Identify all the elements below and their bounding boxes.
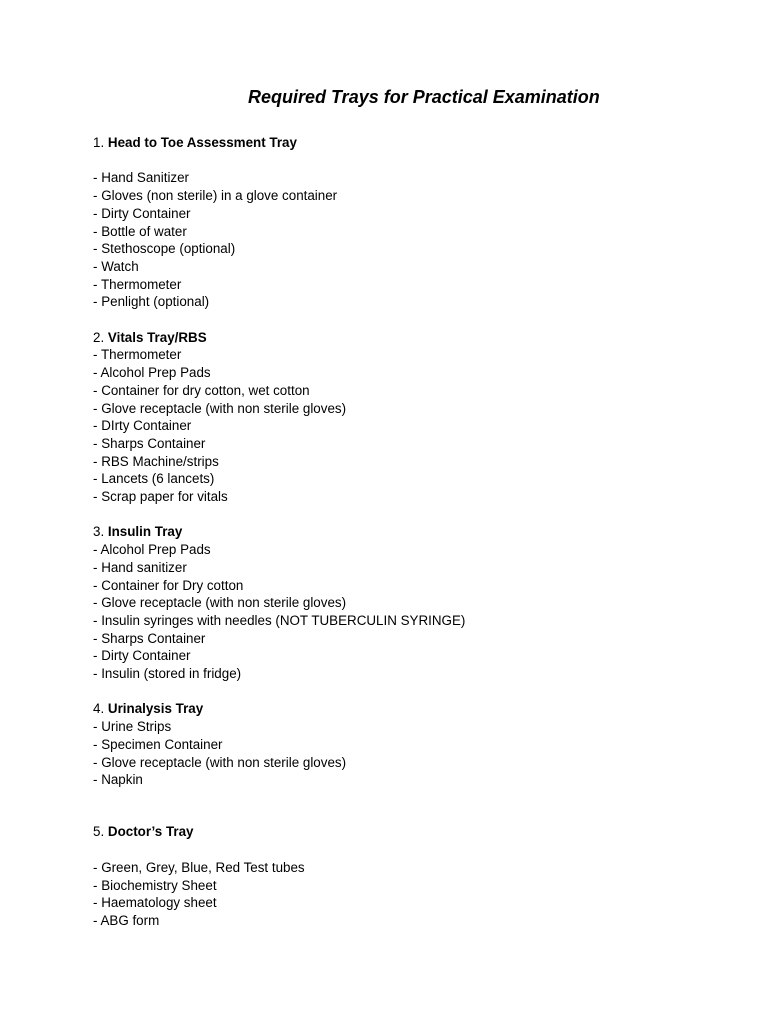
list-item: - Thermometer (93, 276, 465, 294)
list-item: - Hand Sanitizer (93, 169, 465, 187)
section-heading (93, 329, 465, 347)
section-number: 5. (93, 824, 105, 840)
list-item: - Glove receptacle (with non sterile gloves) (93, 400, 465, 418)
section-number: 4. (93, 701, 105, 717)
section-name: Insulin Tray (107, 524, 183, 540)
list-item: - Watch (93, 258, 465, 276)
list-item: - Scrap paper for vitals (93, 488, 465, 506)
item-list (93, 859, 465, 930)
item-list (93, 169, 465, 311)
list-item: - Container for Dry cotton (93, 577, 465, 595)
section-doctors-tray (93, 823, 465, 929)
list-item: - Alcohol Prep Pads (93, 541, 465, 559)
list-item: - Lancets (6 lancets) (93, 470, 465, 488)
section-heading (93, 134, 465, 152)
item-list (93, 718, 465, 789)
list-item: - Glove receptacle (with non sterile gloves) (93, 594, 465, 612)
section-heading (93, 823, 465, 841)
section-name: Head to Toe Assessment Tray (107, 135, 297, 150)
list-item: - ABG form (93, 912, 465, 930)
list-item: - DIrty Container (93, 417, 465, 435)
section-number: 1. (93, 135, 105, 150)
list-item: - Gloves (non sterile) in a glove container (93, 187, 465, 205)
section-name: Urinalysis Tray (107, 701, 204, 717)
section-vitals-tray (93, 329, 465, 506)
list-item: - Alcohol Prep Pads (93, 364, 465, 382)
document-title: Required Trays for Practical Examination (248, 87, 600, 107)
list-item: - Insulin (stored in fridge) (93, 665, 465, 683)
list-item: - Urine Strips (93, 718, 465, 736)
list-item: - Insulin syringes with needles (NOT TUBERCULIN SYRINGE) (93, 612, 465, 630)
list-item: - Haematology sheet (93, 894, 465, 912)
item-list (93, 541, 465, 683)
list-item: - Bottle of water (93, 223, 465, 241)
list-item: - Specimen Container (93, 736, 465, 754)
section-heading (93, 700, 465, 718)
section-heading (93, 523, 465, 541)
list-item: - Stethoscope (optional) (93, 240, 465, 258)
list-item: - Thermometer (93, 346, 465, 364)
list-item: - Dirty Container (93, 647, 465, 665)
list-item: - Glove receptacle (with non sterile gloves) (93, 754, 465, 772)
list-item: - Napkin (93, 771, 465, 789)
item-list (93, 346, 465, 505)
list-item: - Sharps Container (93, 630, 465, 648)
list-item: - Biochemistry Sheet (93, 877, 465, 895)
list-item: - Hand sanitizer (93, 559, 465, 577)
section-number: 3. (93, 524, 105, 540)
section-head-to-toe-tray (93, 134, 465, 311)
list-item: - Green, Grey, Blue, Red Test tubes (93, 859, 465, 877)
section-urinalysis-tray (93, 700, 465, 789)
list-item: - Sharps Container (93, 435, 465, 453)
section-name: Doctor’s Tray (107, 824, 194, 840)
tray-list (93, 134, 465, 930)
list-item: - Penlight (optional) (93, 293, 465, 311)
list-item: - Dirty Container (93, 205, 465, 223)
section-name: Vitals Tray/RBS (107, 329, 207, 345)
section-number: 2. (93, 329, 105, 345)
list-item: - RBS Machine/strips (93, 453, 465, 471)
list-item: - Container for dry cotton, wet cotton (93, 382, 465, 400)
section-insulin-tray (93, 523, 465, 682)
